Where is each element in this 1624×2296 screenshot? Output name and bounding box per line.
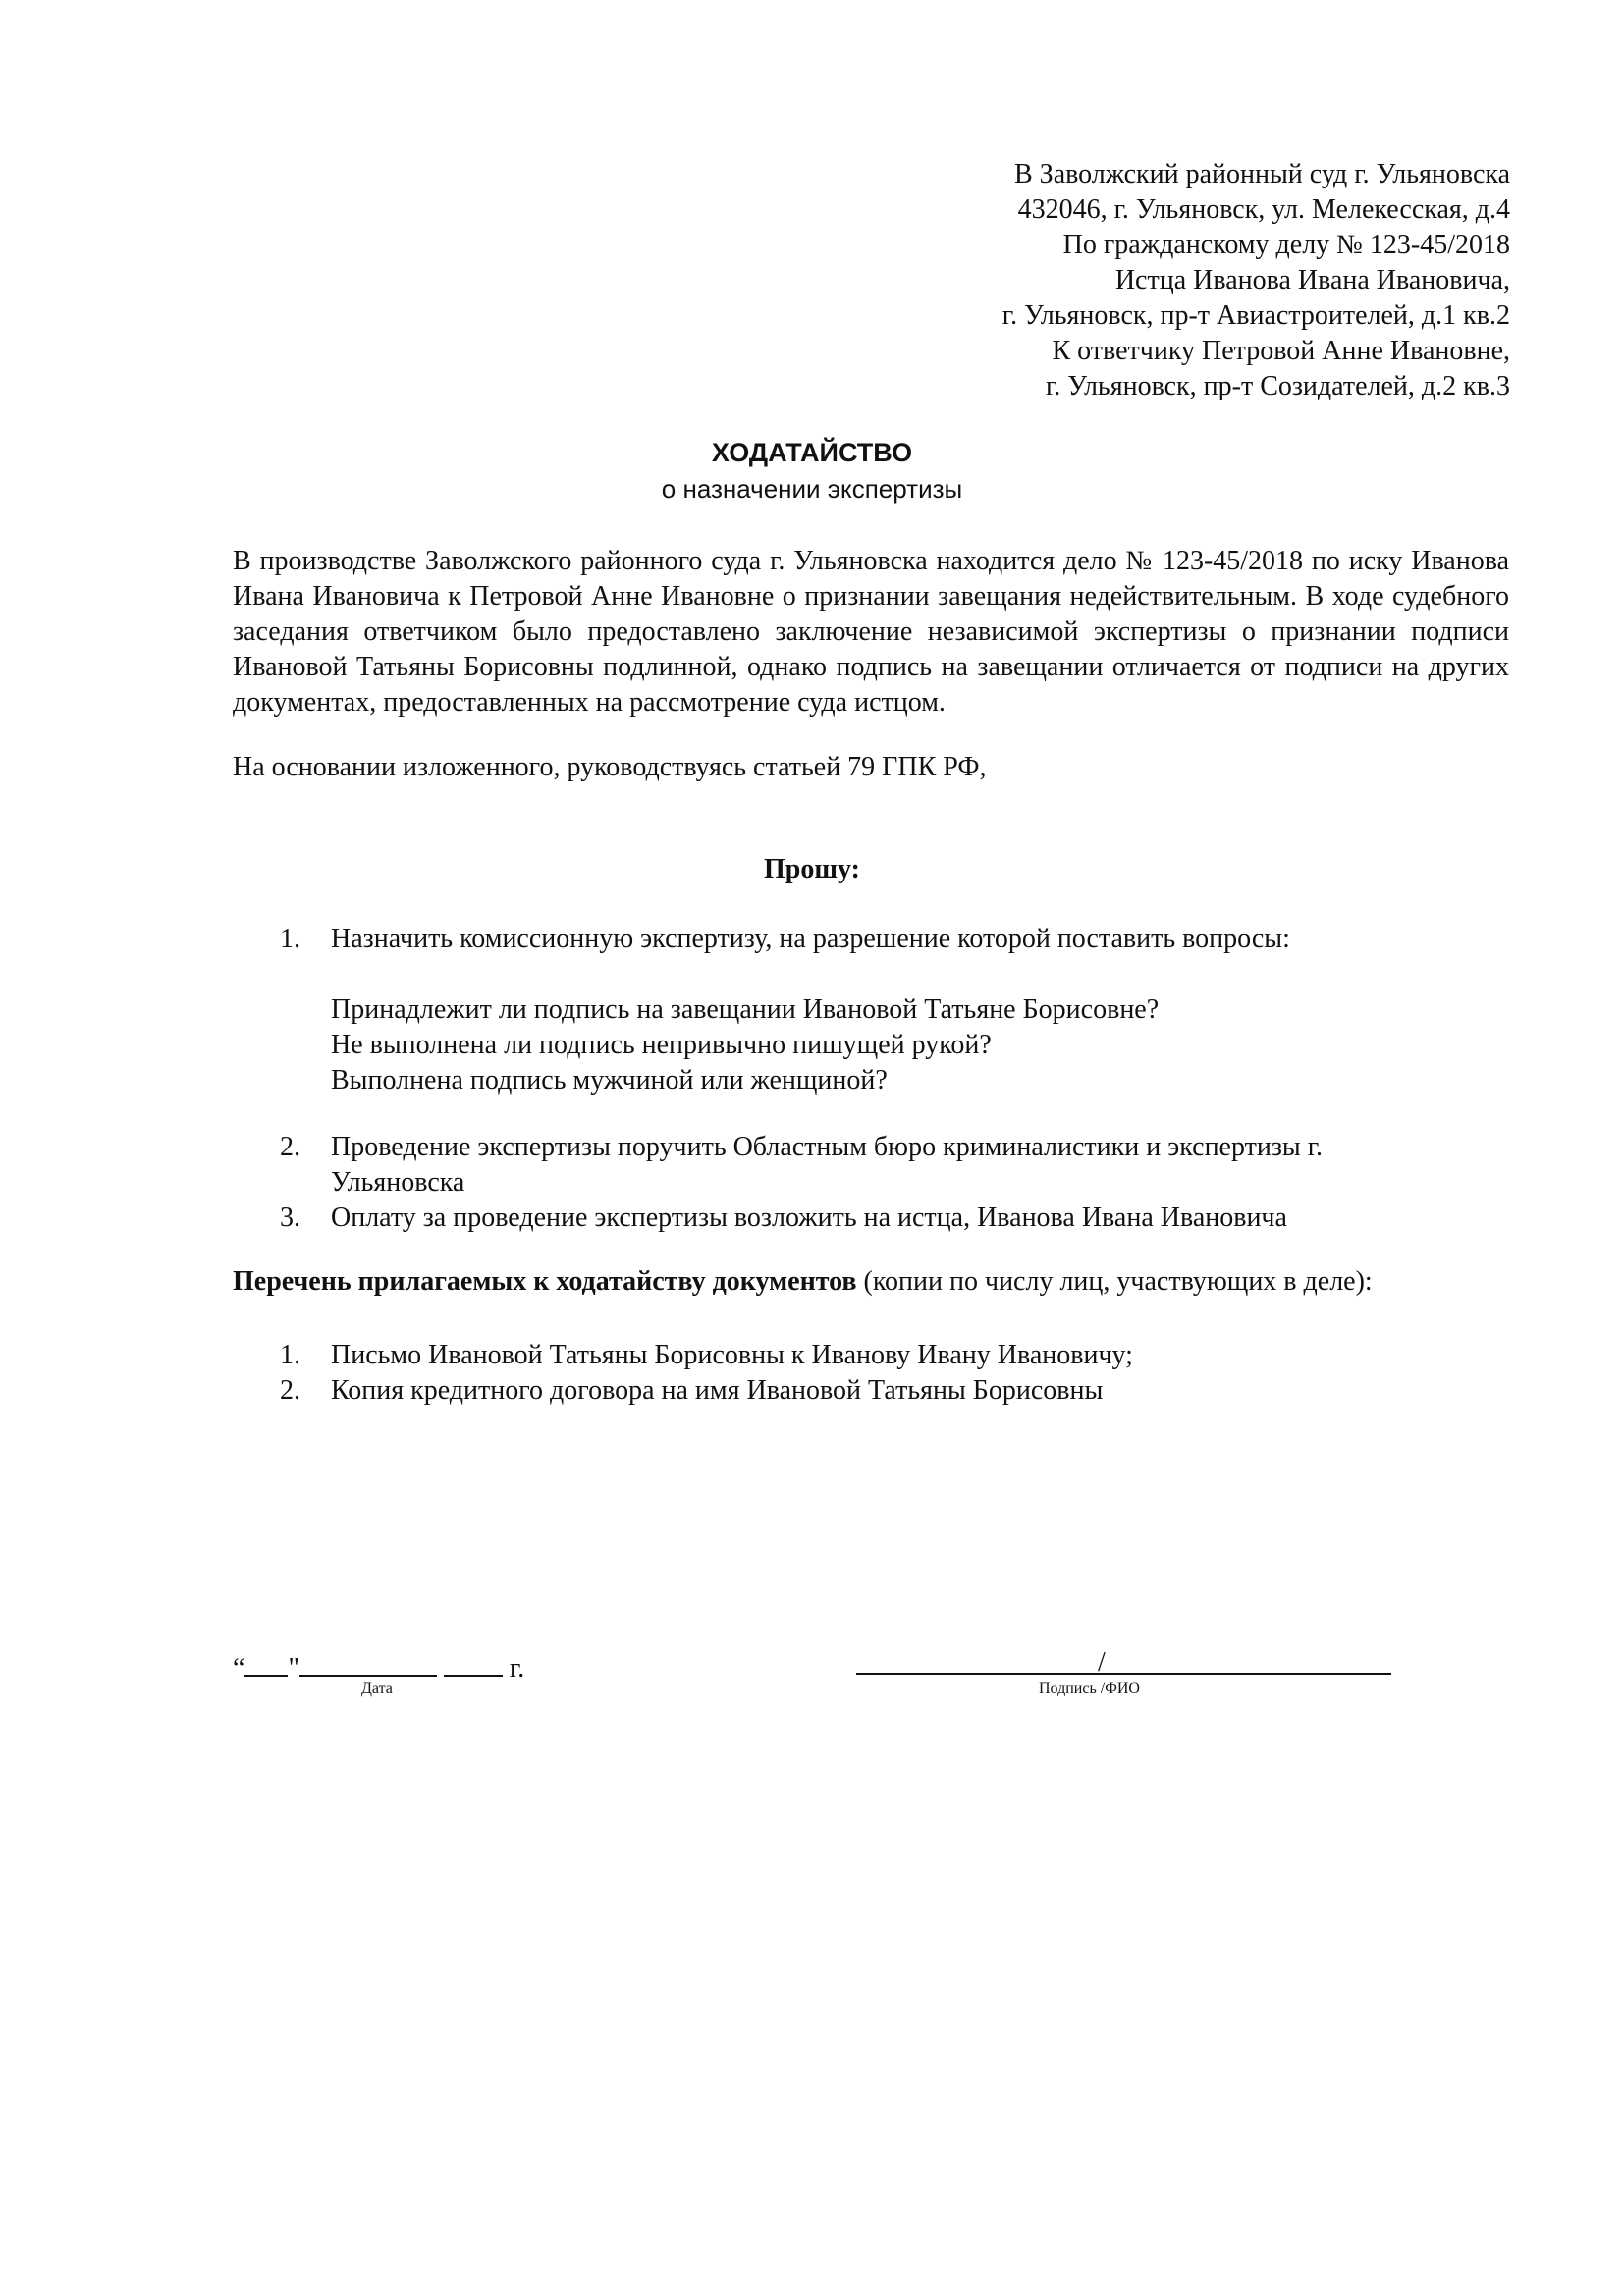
addressee-line: По гражданскому делу № 123-45/2018 xyxy=(1062,230,1510,260)
signature-line xyxy=(856,1673,1391,1675)
date-caption: Дата xyxy=(361,1681,393,1697)
request-list xyxy=(233,922,1509,957)
year-blank xyxy=(444,1649,503,1677)
question-item: Не выполнена ли подпись непривычно пишущей рукой? xyxy=(331,1030,992,1060)
request-text: Проведение экспертизы поручить Областным бюро криминалистики и экспертизы г. Ульяновска xyxy=(331,1132,1324,1198)
question-item: Выполнена подпись мужчиной или женщиной? xyxy=(331,1065,888,1095)
quote-open: “ xyxy=(233,1653,245,1683)
signature-slash: / xyxy=(1098,1647,1106,1678)
request-list-continued xyxy=(233,1130,1450,1236)
request-text: Оплату за проведение экспертизы возложить на истца, Иванова Ивана Ивановича xyxy=(331,1202,1287,1233)
addressee-line: В Заволжский районный суд г. Ульяновска xyxy=(1013,159,1510,189)
list-number: 2. xyxy=(280,1375,300,1406)
document-title: ХОДАТАЙСТВО xyxy=(711,438,913,467)
attachment-item xyxy=(233,1338,1509,1373)
attachments-list xyxy=(233,1338,1509,1409)
list-number: 2. xyxy=(280,1132,300,1162)
document-subtitle: о назначении экспертизы xyxy=(661,474,963,504)
attachments-heading-note: (копии по числу лиц, участвующих в деле): xyxy=(856,1266,1373,1297)
request-item xyxy=(233,922,1509,957)
attachment-item xyxy=(233,1373,1509,1409)
question-list xyxy=(331,992,1159,1098)
legal-basis: На основании изложенного, руководствуясь статьей 79 ГПК РФ, xyxy=(233,752,987,782)
addressee-line: 432046, г. Ульяновск, ул. Мелекесская, д.4 xyxy=(1017,194,1510,225)
date-line xyxy=(233,1649,524,1684)
quote-close: " xyxy=(288,1653,299,1683)
attachments-heading-bold: Перечень прилагаемых к ходатайству документов xyxy=(233,1266,857,1297)
signature-caption: Подпись /ФИО xyxy=(1039,1681,1140,1697)
request-item xyxy=(233,1201,1450,1236)
list-number: 1. xyxy=(280,924,300,954)
addressee-line: К ответчику Петровой Анне Ивановне, xyxy=(1052,336,1510,366)
request-heading: Прошу: xyxy=(764,854,860,884)
year-suffix: г. xyxy=(509,1653,525,1683)
addressee-line: Истца Иванова Ивана Ивановича, xyxy=(1114,265,1510,295)
month-blank xyxy=(299,1649,437,1677)
attachment-text: Копия кредитного договора на имя Ивановой Татьяны Борисовны xyxy=(331,1375,1104,1406)
day-blank xyxy=(244,1649,288,1677)
attachment-text: Письмо Ивановой Татьяны Борисовны к Иванову Ивану Ивановичу; xyxy=(331,1340,1133,1370)
list-number: 3. xyxy=(280,1202,300,1233)
request-text: Назначить комиссионную экспертизу, на разрешение которой поставить вопросы: xyxy=(331,924,1290,954)
body-paragraph: В производстве Заволжского районного суда г. Ульяновска находится дело № 123-45/2018 по иску Иванова Ивана Ивановича к Петровой Анне Ивановне о признании завещания недействительным. В ходе судебного заседания ответчиком было предоставлено заключение независимой экспертизы о признании подписи Ивановой Татьяны Борисовны подлинной, однако подпись на завещании отличается от подписи на других документах, предоставленных на рассмотрение суда истцом. xyxy=(233,546,1509,718)
question-item: Принадлежит ли подпись на завещании Ивановой Татьяне Борисовне? xyxy=(331,994,1160,1025)
addressee-line: г. Ульяновск, пр-т Авиастроителей, д.1 кв.2 xyxy=(1001,300,1510,331)
request-item xyxy=(233,1130,1450,1201)
attachments-heading xyxy=(233,1266,1373,1298)
addressee-line: г. Ульяновск, пр-т Созидателей, д.2 кв.3 xyxy=(1045,371,1510,401)
list-number: 1. xyxy=(280,1340,300,1370)
addressee-block xyxy=(626,157,1510,404)
